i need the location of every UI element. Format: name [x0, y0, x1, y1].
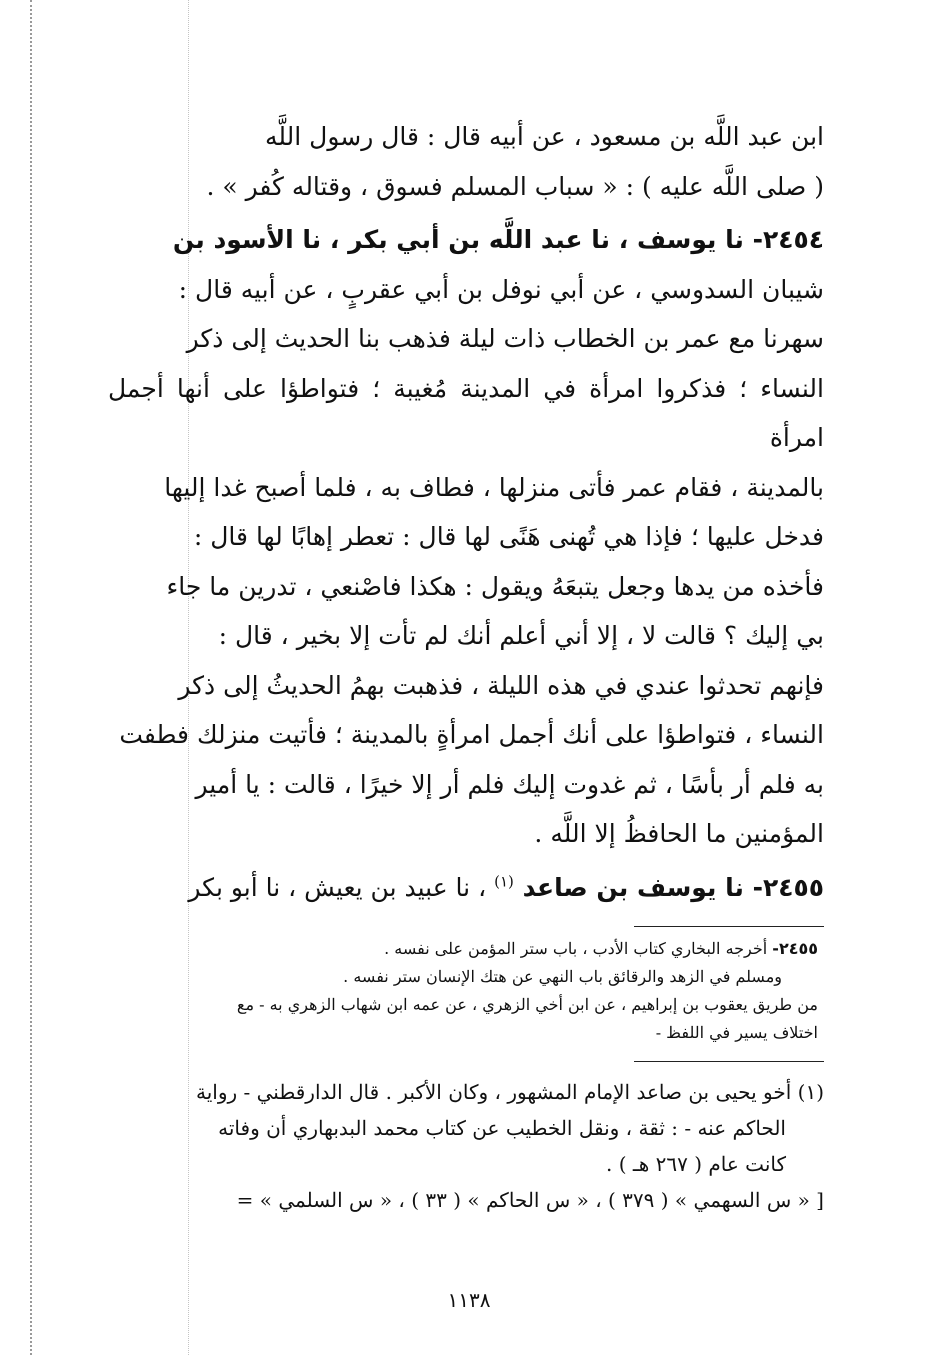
footnote-line: [ « س السهمي » ( ٣٧٩ ) ، « س الحاكم » ( ٣٣ ) ، « س السلمي » =	[236, 1188, 824, 1212]
text-line: فإنهم تحدثوا عندي في هذه الليلة ، فذهبت بهمُ الحديثُ إلى ذكر	[178, 670, 824, 700]
footnotes	[108, 1074, 824, 1218]
hadith-2454-first-line	[108, 215, 824, 265]
takhrij-text: أخرجه البخاري كتاب الأدب ، باب ستر المؤمن على نفسه .	[384, 939, 773, 958]
scan-edge-dotted-line	[30, 0, 32, 1355]
text-line: ( صلى اللَّه عليه ) : « سباب المسلم فسوق ، وقتاله كُفر » .	[206, 171, 824, 201]
takhrij-line: ومسلم في الزهد والرقائق باب النهي عن هتك الإنسان ستر نفسه .	[343, 967, 782, 986]
main-text	[108, 112, 824, 912]
takhrij-line	[108, 935, 818, 963]
hadith-text-start: نا يوسف ، نا عبد اللَّه بن أبي بكر ، نا الأسود بن	[172, 225, 753, 254]
takhrij-notes	[108, 935, 824, 1047]
footnote-line: كانت عام ( ٢٦٧ هـ ) .	[606, 1152, 786, 1176]
footnote-line: الحاكم عنه - : ثقة ، ونقل الخطيب عن كتاب محمد البدبهاري أن وفاته	[218, 1116, 786, 1140]
text-line: شيبان السدوسي ، عن أبي نوفل بن أبي عقربٍ ، عن أبيه قال :	[178, 274, 824, 304]
hadith-number: ٢٤٥٥-	[752, 872, 824, 902]
text-line: سهرنا مع عمر بن الخطاب ذات ليلة فذهب بنا الحديث إلى ذكر	[186, 324, 824, 353]
hadith-text-continued: ، نا عبيد بن يعيش ، نا أبو بكر	[188, 872, 495, 902]
text-line: ابن عبد اللَّه بن مسعود ، عن أبيه قال : قال رسول اللَّه	[264, 122, 824, 151]
footnote-divider	[634, 926, 824, 927]
hadith-text-start: نا يوسف بن صاعد	[513, 872, 753, 902]
text-line: فدخل عليها ؛ فإذا هي تُهنى هَنًى لها قال : تعطر إهابًا لها قال :	[193, 522, 824, 551]
footnote-divider	[634, 1061, 824, 1062]
text-line: النساء ؛ فذكروا امرأة في المدينة مُغيبة ؛ فتواطؤا على أنها أجمل امرأة	[108, 373, 824, 452]
hadith-2455-first-line	[108, 863, 824, 913]
text-line: النساء ، فتواطؤا على أنك أجمل امرأةٍ بالمدينة ؛ فأتيت منزلك فطفت	[119, 720, 824, 749]
hadith-number: ٢٤٥٤-	[752, 225, 824, 254]
text-line: به فلم أر بأسًا ، ثم غدوت إليك فلم أر إلا خيرًا ، قالت : يا أمير	[195, 769, 824, 799]
footnote-line: (١) أخو يحيى بن صاعد الإمام المشهور ، وكان الأكبر . قال الدارقطني - رواية	[196, 1080, 824, 1104]
book-page	[108, 112, 824, 1218]
takhrij-line: من طريق يعقوب بن إبراهيم ، عن ابن أخي الزهري ، عن عمه ابن شهاب الزهري به - مع	[236, 995, 818, 1014]
footnote-reference[interactable]: (١)	[494, 872, 514, 891]
text-line: بي إليك ؟ قالت لا ، إلا أني أعلم أنك لم تأت إلا بخير ، قال :	[218, 621, 824, 650]
text-line: فأخذه من يدها وجعل يتبعَهُ ويقول : هكذا فاصْنعي ، تدرين ما جاء	[166, 571, 824, 601]
page-number: ١١٣٨	[447, 1288, 491, 1312]
text-line: المؤمنين ما الحافظُ إلا اللَّه .	[534, 819, 824, 848]
text-line: بالمدينة ، فقام عمر فأتى منزلها ، فطاف به ، فلما أصبح غدا إليها	[164, 472, 824, 502]
takhrij-number: ٢٤٥٥-	[772, 939, 818, 958]
takhrij-line: اختلاف يسير في اللفظ -	[655, 1023, 818, 1042]
